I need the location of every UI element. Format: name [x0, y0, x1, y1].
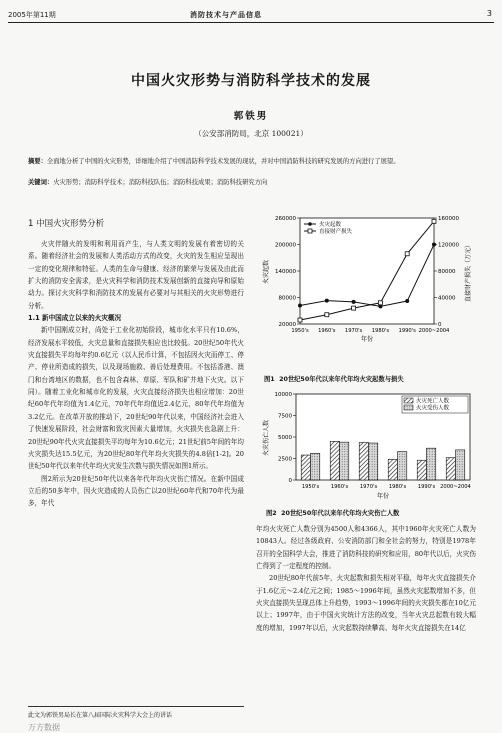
issue-label: 2005年第11期 [8, 11, 56, 19]
y-axis-label: 火灾起数 [263, 259, 270, 285]
bar [427, 448, 436, 480]
y-tick-label: 10000 [274, 392, 292, 398]
data-point [352, 306, 356, 310]
page-number: 3 [486, 9, 492, 18]
y-tick-label: 260000 [275, 216, 296, 222]
right-column [256, 523, 476, 634]
keywords-text: 火灾形势；消防科学技术；消防科技队伍；消防科技成果；消防科技研究方向 [53, 179, 268, 186]
y-tick-label: 0 [288, 478, 292, 484]
legend-label: 直接财产损失 [319, 229, 353, 235]
bar [369, 443, 378, 480]
bar [388, 459, 397, 480]
data-point [405, 299, 409, 303]
figure-1-title: 20世纪50年代以来年代年均火灾起数与损失 [279, 376, 404, 383]
data-point [432, 219, 436, 223]
y-tick-label: 20000 [278, 322, 296, 328]
abstract-text: 全面地分析了中国的火灾形势，详细地介绍了中国消防科学技术发展的现状，并对中国消防科技的研究发展的方向进行了展望。 [46, 158, 400, 165]
y2-tick-label: 80000 [438, 269, 456, 275]
legend-swatch [404, 398, 413, 403]
y-axis-label: 火灾伤亡人数 [263, 419, 270, 457]
figure-2-caption-line [266, 508, 399, 517]
figure-1-label: 图1 [264, 376, 275, 383]
data-point [432, 243, 436, 247]
x-tick-label: 1960's [330, 484, 349, 490]
data-point [405, 252, 409, 256]
legend-marker [308, 229, 312, 233]
x-tick-label: 1960's [318, 328, 336, 334]
legend-swatch [404, 405, 413, 410]
y-tick-label: 7500 [278, 413, 292, 420]
y2-tick-label: 120000 [438, 242, 459, 249]
figure-1-caption [264, 374, 404, 383]
affiliation: （公安部消防局，北京 100021） [194, 129, 308, 138]
x-tick-label: 1990's [398, 328, 416, 334]
x-tick-label: 1990's [417, 484, 436, 490]
x-axis-label: 年份 [360, 336, 374, 343]
y-tick-label: 80000 [278, 295, 296, 302]
y2-tick-label: 40000 [438, 295, 456, 302]
paragraph: 图2所示为20世纪50年代以来各年代年均火灾伤亡情况。在新中国成立后的50多年中，因火灾造成的人员伤亡以20世纪60年代和70年代为最多，年代 [28, 474, 244, 508]
paragraph: 新中国刚成立时，尚处于工业化初始阶段，城市化水平只有10.6%，经济发展水平较低，火灾总量和直接损失相应也比较低。20世纪50年代火灾直接损失平均每年约0.6亿元（以人民币计算，不包括因火灾而停工、停产、停业所造成的损失，以及现场施救、善后处理费用。不包括香港、澳门和台湾地区的数据，也不包含森林、草原、军队和矿井地下火灾。以下同）。随着工业化和城市化的发展，火灾直接经济损失也相应增加：20世纪60年代年均值为1.4亿元，70年代年均值近2.4亿元，80年代年均值为3.2亿元。在改革开放的推动下，20世纪90年代以来，中国经济社会进入了快速发展阶段，社会财富和致灾因素大量增加，火灾损失也急剧上升：20世纪90年代火灾直接损失平均每年为10.6亿元；21世纪前5年间的年均火灾损失达15.5亿元，为20世纪80年代年均火灾损失的4.8倍[1-2]。20世纪50年代以来年代年均火灾发生次数与损失情况如图1所示。 [28, 326, 244, 471]
x-tick-label: 1950's [301, 484, 320, 490]
figure-2-title: 20世纪50年代以来年代年均火灾伤亡人数 [281, 510, 400, 517]
figure-1-line-chart [256, 212, 478, 362]
data-point [325, 313, 329, 317]
x-tick-label: 1970's [359, 484, 378, 490]
bar [330, 441, 339, 480]
x-tick-label: 2000~2004 [418, 328, 450, 334]
bar [359, 442, 368, 480]
legend-marker [308, 222, 312, 226]
figure-2-bar-chart [256, 388, 478, 506]
bar [417, 460, 426, 480]
journal-name: 消防技术与产品信息 [190, 11, 262, 19]
bar [398, 452, 407, 480]
data-point [298, 318, 302, 322]
y-tick-label: 200000 [275, 242, 296, 249]
bar [446, 458, 455, 480]
figure-2-label: 图2 [266, 510, 277, 517]
article-title: 中国火灾形势与消防科学技术的发展 [131, 73, 371, 89]
bar [311, 453, 320, 480]
data-point [298, 303, 302, 307]
paragraph: 年均火灾死亡人数分别为4500人和4366人，其中1960年火灾死亡人数为10843人。经过各级政府、公安消防部门和全社会的努力，特别是1978年召开的全国科学大会，推进了消防科技的研究和应用，80年代以后，火灾伤亡得到了一定程度的控制。 [256, 525, 476, 571]
watermark: 万方数据 [28, 723, 60, 732]
y2-tick-label: 160000 [438, 216, 459, 222]
author: 郭铁男 [233, 111, 269, 122]
left-column [28, 238, 244, 510]
x-tick-label: 2000~2004 [440, 484, 471, 490]
x-axis-label: 年份 [376, 493, 390, 500]
abstract [28, 157, 476, 167]
keywords [28, 178, 476, 188]
legend-label: 火灾受伤人数 [416, 405, 450, 412]
abstract-label: 摘要： [28, 158, 47, 165]
data-point [378, 301, 382, 305]
bar [456, 450, 465, 480]
x-tick-label: 1970's [344, 328, 363, 334]
paragraph: 火灾伴随火的发明和利用而产生，与人类文明的发展有着密切的关系。随着经济社会的发展和人类活动方式的改变，火灾的发生相应呈现出一定的变化规律和特征。人类的生命与健康、经济的繁荣与发展及由此而扩大的消防安全需求，是火灾科学和消防技术发展创新的直接向导和原始动力。探讨火灾科学和消防技术的发展有必要对与其相关的火灾形势进行分析。 [28, 240, 244, 310]
legend-label: 火灾死亡人数 [416, 398, 450, 405]
bar [301, 455, 310, 480]
x-tick-label: 1980's [388, 484, 407, 490]
section-heading: 1 中国火灾形势分析 [28, 219, 105, 229]
y2-axis-label: 直接财产损失（万元） [465, 241, 472, 303]
x-tick-label: 1980's [371, 328, 390, 334]
y-tick-label: 5000 [278, 435, 292, 441]
y-tick-label: 140000 [275, 269, 296, 275]
header-rule [8, 22, 494, 23]
legend-label: 火灾起数 [319, 222, 342, 228]
data-point [352, 300, 356, 304]
paragraph: 20世纪80年代前5年，火灾起数和损失相对平稳，每年火灾直接损失介于1.6亿元～2.4亿元之间；1985～1996年间，虽然火灾起数增加不多，但火灾直接损失呈现总体上升趋势，1993～1996年间的火灾损失都在10亿元以上；1997年，由于中国火灾统计方法的改变，当年火灾总起数有较大幅度的增加，1997年以后，火灾起数持续攀高、每年火灾直接损失在14亿 [256, 574, 476, 632]
running-header [0, 8, 502, 22]
subsection-heading: 1.1 新中国成立以来的火灾概况 [28, 314, 122, 323]
bar [340, 442, 349, 480]
x-tick-label: 1950's [291, 328, 309, 334]
y2-tick-label: 0 [438, 322, 442, 328]
footnote: 此文为郭铁男局长在第八届国际火灾科学大会上的讲话 [28, 712, 173, 719]
y-tick-label: 2500 [278, 456, 292, 463]
footnote-rule [28, 706, 244, 707]
data-point [325, 299, 329, 303]
keywords-label: 关键词： [28, 179, 54, 186]
